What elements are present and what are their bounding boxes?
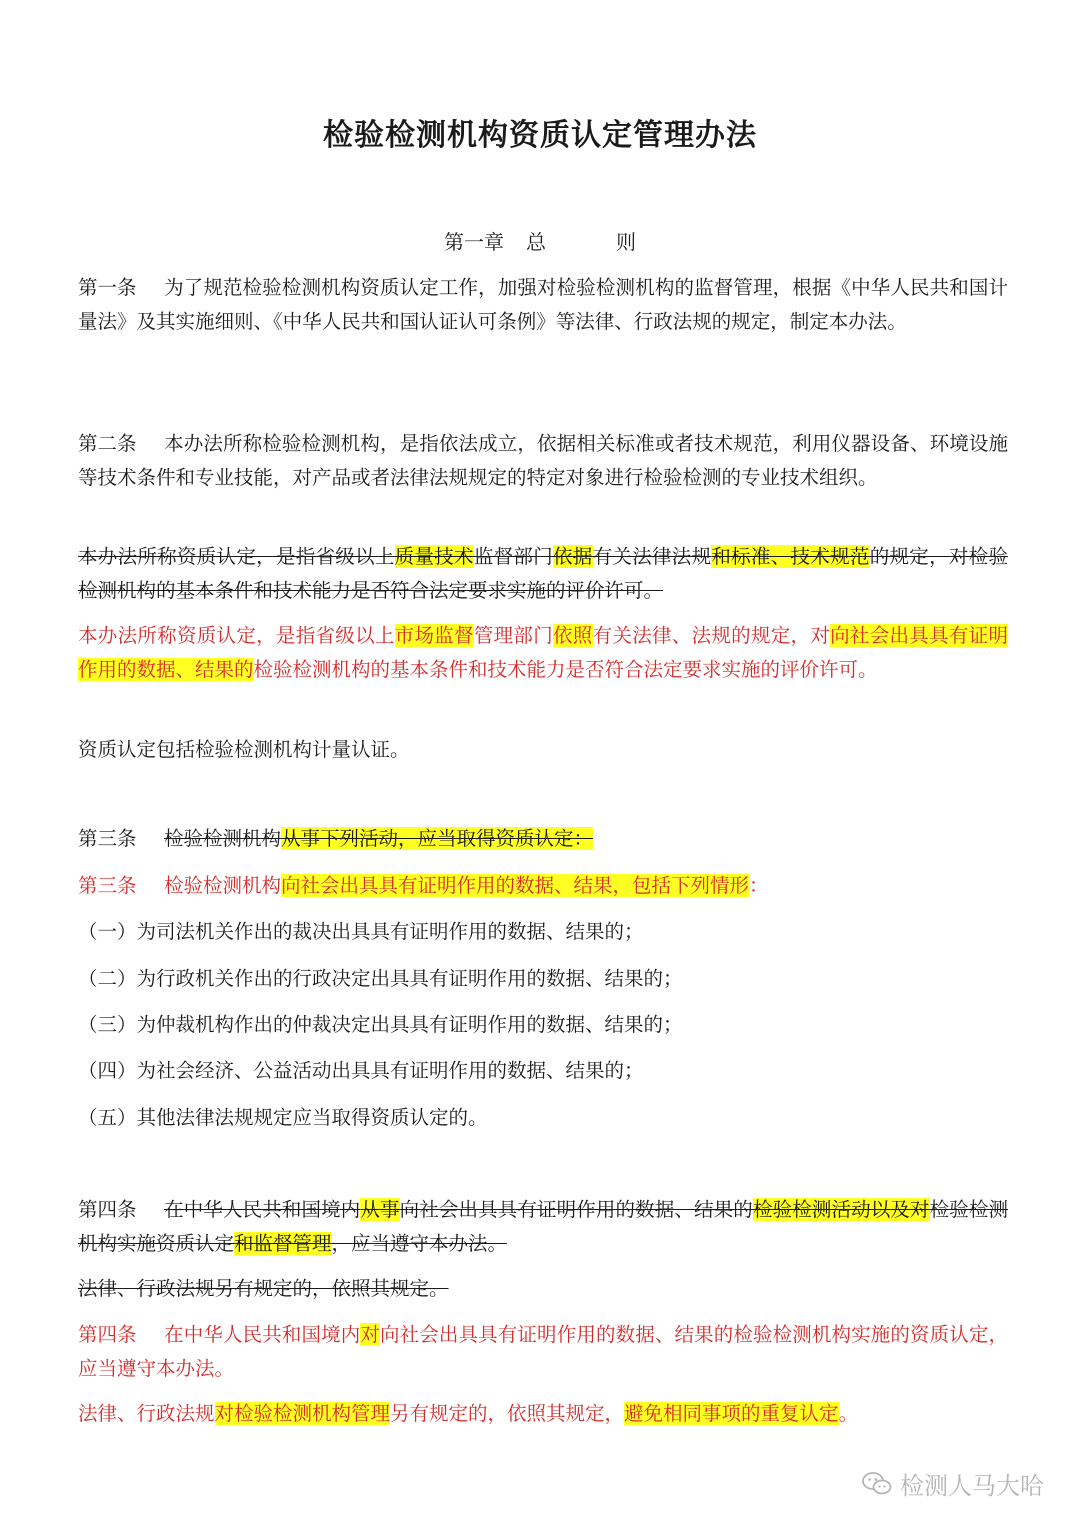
chapter-heading: [0, 226, 1080, 255]
highlight: 检验检测活动以及对: [752, 1198, 930, 1221]
highlight: 避免相同事项的重复认定: [624, 1402, 839, 1425]
article-4-new-text: 第四条 在中华人民共和国境内对向社会出具具有证明作用的数据、结果的检验检测机构实施的资质认定，应当遵守本办法。: [78, 1318, 1008, 1386]
wechat-icon: [862, 1471, 892, 1497]
highlight: 向社会出具具有证明作用的数据、结果，包括下列情形: [281, 874, 750, 897]
list-item: （一）为司法机关作出的裁决出具具有证明作用的数据、结果的；: [78, 920, 644, 943]
highlight: 和标准、技术规范: [711, 545, 870, 568]
highlight: 市场监督: [394, 624, 474, 647]
watermark: [862, 1466, 1044, 1501]
highlight: 从事下列活动，应当取得资质认定：: [281, 827, 594, 850]
highlight: 质量技术: [394, 545, 474, 568]
chapter-name-part2: 则: [616, 230, 636, 254]
highlight: 依照: [553, 624, 593, 647]
list-item: （五）其他法律法规规定应当取得资质认定的。: [78, 1106, 488, 1129]
article-4-old-text: 第四条 在中华人民共和国境内从事向社会出具具有证明作用的数据、结果的检验检测活动以及对检验检测机构实施资质认定和监督管理，应当遵守本办法。: [78, 1193, 1008, 1261]
highlight: 依据: [553, 545, 593, 568]
article-number: 第四条: [78, 1323, 137, 1346]
article-2: [78, 427, 1008, 495]
article-number: 第三条: [78, 827, 137, 850]
document-title: 检验检测机构资质认定管理办法: [323, 118, 757, 153]
list-item: （二）为行政机关作出的行政决定出具具有证明作用的数据、结果的；: [78, 967, 683, 990]
article-number: 第四条: [78, 1198, 137, 1221]
article-number: 第三条: [78, 874, 137, 897]
list-item: （四）为社会经济、公益活动出具具有证明作用的数据、结果的；: [78, 1059, 644, 1082]
article-text: 为了规范检验检测机构资质认定工作，加强对检验检测机构的监督管理，根据《中华人民共和国计量法》及其实施细则、《中华人民共和国认证认可条例》等法律、行政法规的规定，制定本办法。: [78, 276, 1008, 333]
article-2-old-text: 本办法所称资质认定，是指省级以上质量技术监督部门依据有关法律法规和标准、技术规范的规定，对检验检测机构的基本条件和技术能力是否符合法定要求实施的评价许可。: [78, 545, 1008, 602]
highlight: 对: [360, 1323, 381, 1346]
article-2-extra: 资质认定包括检验检测机构计量认证。: [78, 738, 410, 761]
highlight: 对检验检测机构管理: [214, 1402, 391, 1425]
highlight: 和监督管理: [234, 1232, 332, 1255]
article-3-new-text: 第三条 检验检测机构向社会出具具有证明作用的数据、结果，包括下列情形：: [78, 869, 1008, 903]
article-4-old-p2: 法律、行政法规另有规定的，依照其规定。: [78, 1277, 449, 1300]
article-3-old-text: 第三条 检验检测机构从事下列活动，应当取得资质认定：: [78, 822, 1008, 856]
article-2-new-text: 本办法所称资质认定，是指省级以上市场监督管理部门依照有关法律、法规的规定，对向社会出具具有证明作用的数据、结果的检验检测机构的基本条件和技术能力是否符合法定要求实施的评价许可。: [78, 624, 1008, 681]
watermark-text: 检测人马大哈: [900, 1472, 1044, 1500]
chapter-name-part1: 总: [526, 230, 546, 254]
article-1: [78, 271, 1008, 339]
article-number: 第一条: [78, 276, 137, 299]
article-4-new-p2: 法律、行政法规对检验检测机构管理另有规定的，依照其规定，避免相同事项的重复认定。: [78, 1402, 859, 1425]
list-item: （三）为仲裁机构作出的仲裁决定出具具有证明作用的数据、结果的；: [78, 1013, 683, 1036]
highlight: 从事: [360, 1198, 400, 1221]
article-number: 第二条: [78, 432, 137, 455]
chapter-number: 第一章: [444, 230, 504, 254]
highlight: 向社会出具具有证明作用的数据、结果的: [78, 624, 1008, 681]
article-text: 本办法所称检验检测机构，是指依法成立，依据相关标准或者技术规范，利用仪器设备、环境设施等技术条件和专业技能，对产品或者法律法规规定的特定对象进行检验检测的专业技术组织。: [78, 432, 1008, 489]
